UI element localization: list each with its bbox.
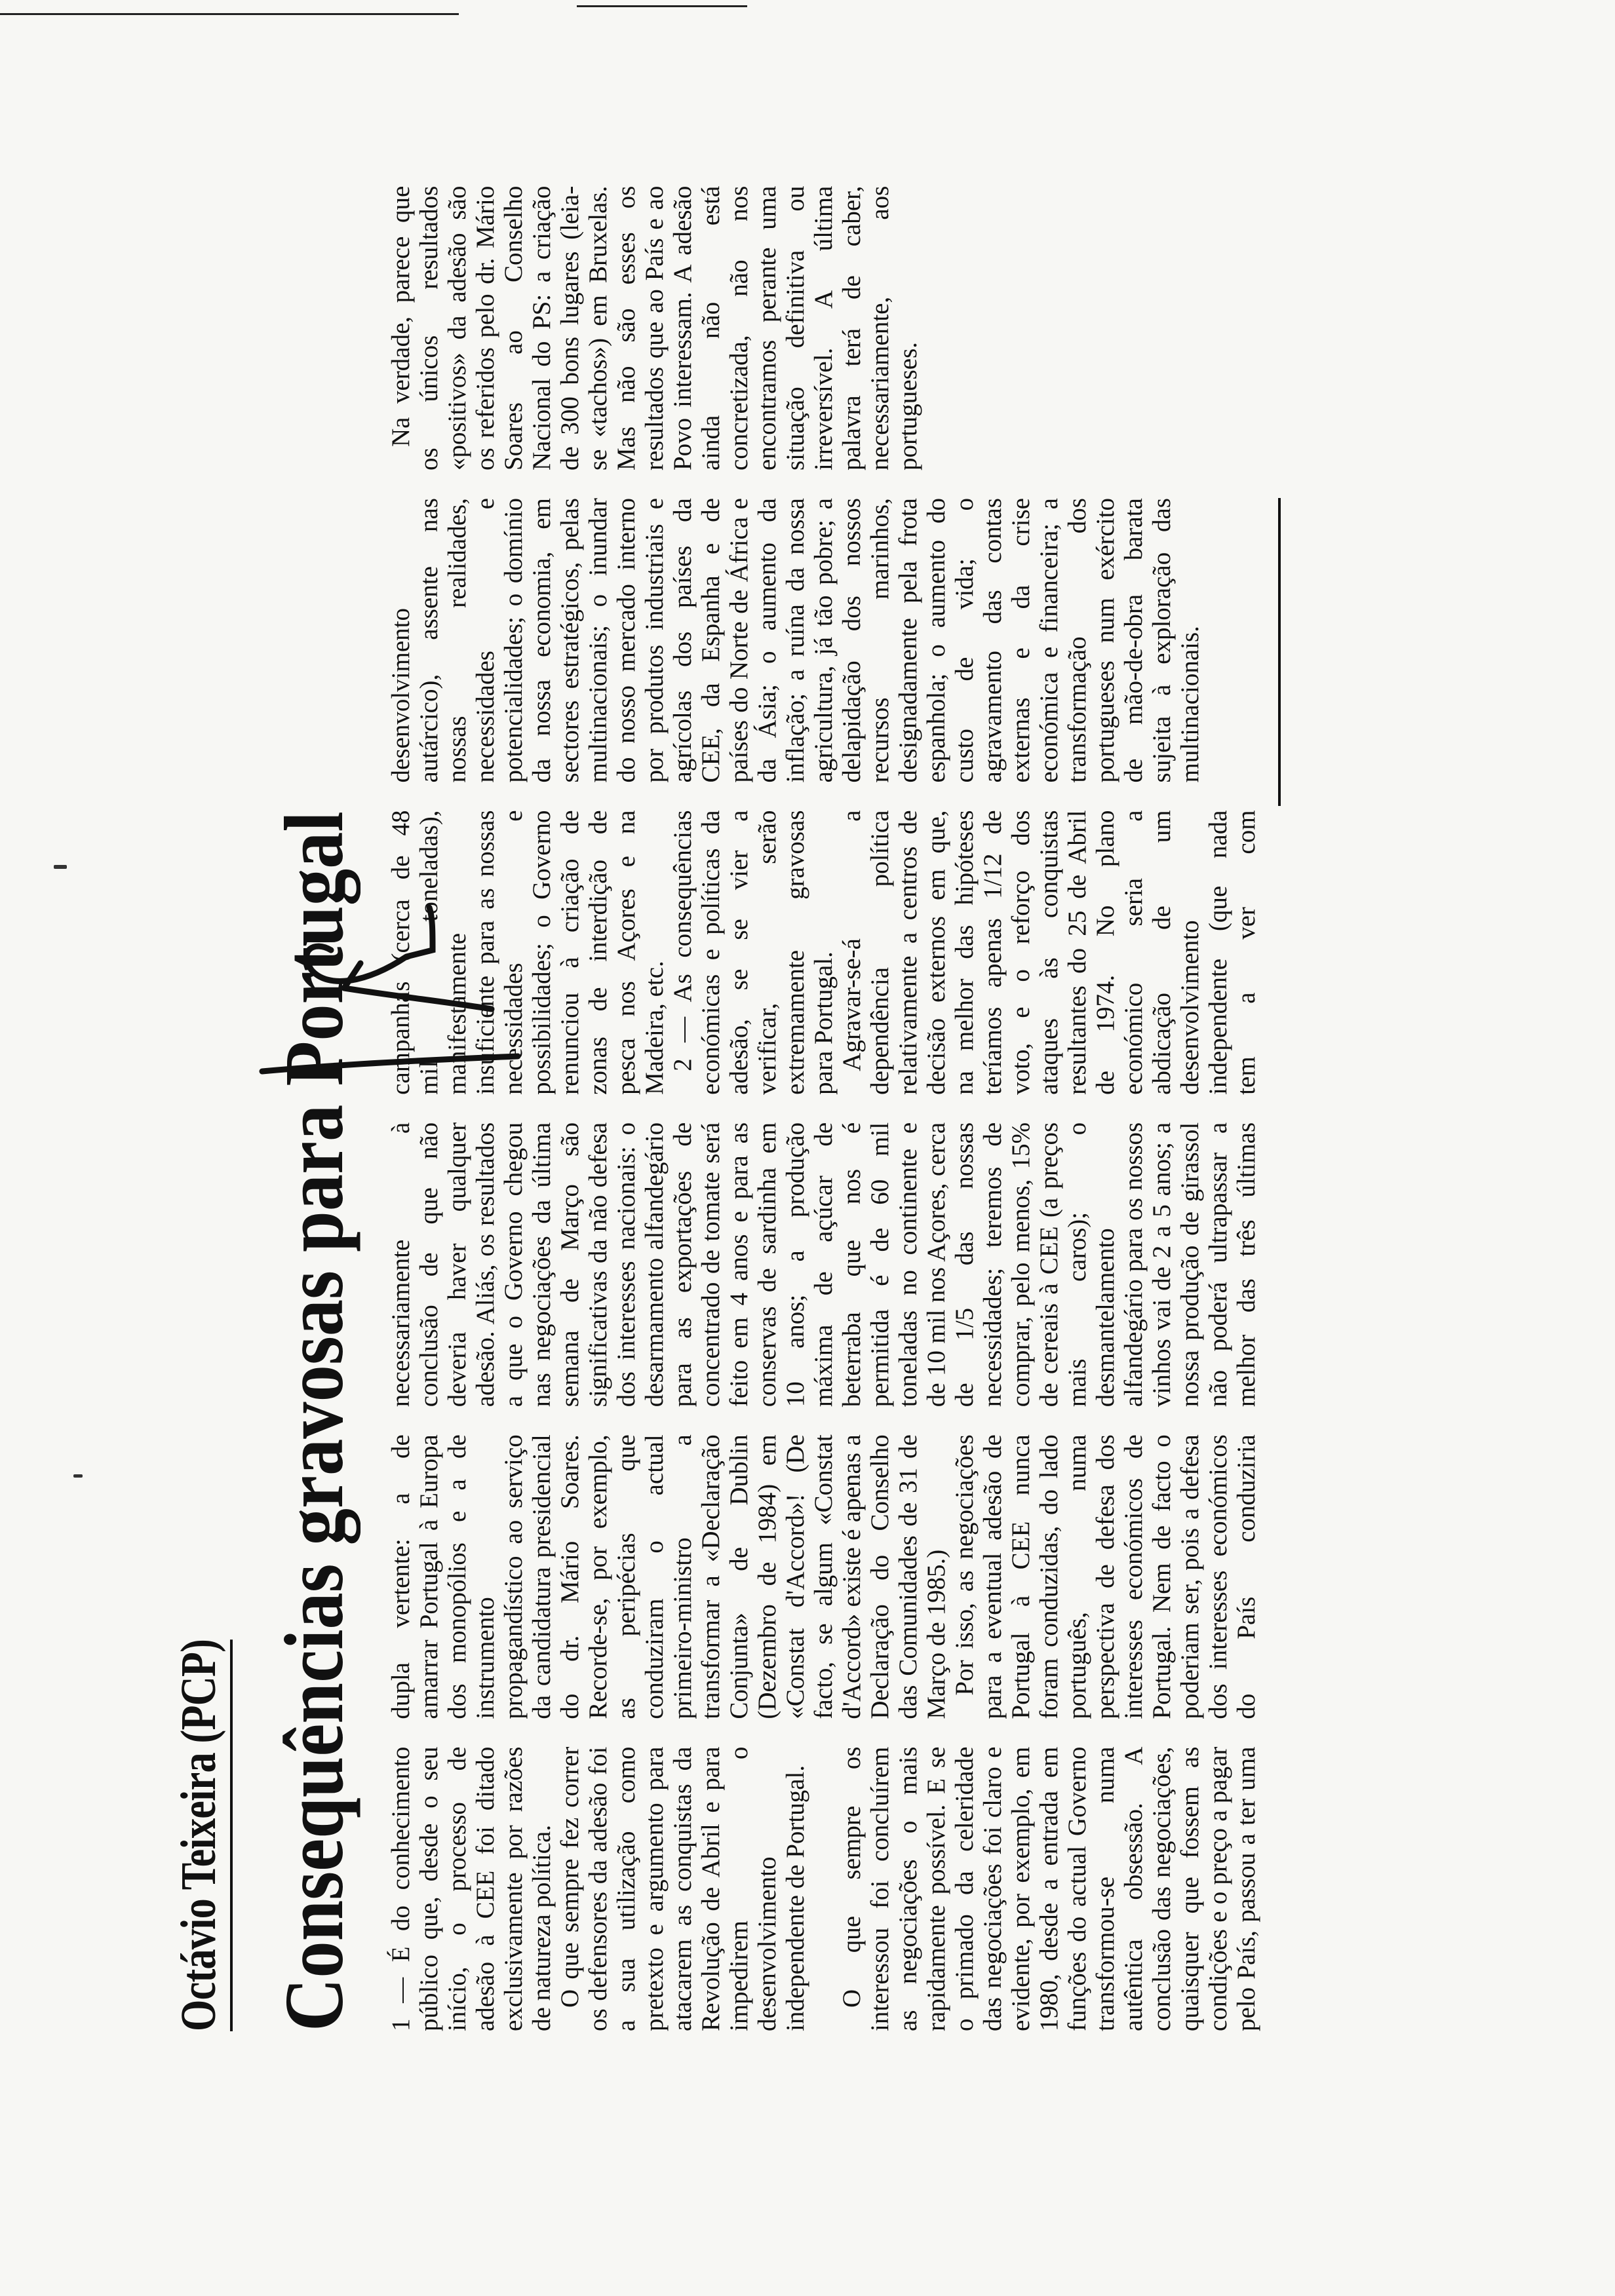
scan-speck: [73, 1474, 83, 1478]
article-body: [387, 185, 1278, 2031]
column-end-rule: [1278, 498, 1281, 806]
article-paragraph: O que sempre fez correr os defensores da adesão foi a sua utilização como pretexto e argumento para atacarem as conquistas da Revolução de Abril e para impedirem o desenvolvimento independente de Portugal.: [556, 1746, 809, 2031]
article-paragraph: 1 — É do conhecimento público que, desde o seu início, o processo de adesão à CEE foi ditado exclusivamente por razões de natureza política.: [387, 1746, 556, 2031]
article-paragraph: Por isso, as negociações para a eventual adesão de Portugal à CEE nunca foram conduzidas, do lado português, numa perspectiva de defesa dos interesses económicos de Portugal. Nem de facto o poderiam ser, pois a defesa dos interesses económicos do País conduziria necessariamente à conclusão de que não deveria haver qualquer adesão. Aliás, os resultados a que o Governo chegou nas negociações da última semana de Março são significativas da não defesa dos interesses nacionais: o desarmamento alfandegário para as exportações de concentrado de tomate será feito em 4 anos e para as conservas de sardinha em 10 anos; a produção máxima de açúcar de beterraba que nos é permitida é de 60 mil toneladas no continente e de 10 mil nos Açores, cerca de 1/5 das nossas necessidades; teremos de comprar, pelo menos, 15% de cereais à CEE (a preços mais caros); o desmantelamento alfandegário para os nossos vinhos vai de 2 a 5 anos; a nossa produção de girassol não poderá ultrapassar a melhor das três últimas campanhas (cerca de 48 mil toneladas), manifestamente insuficiente para as nossas necessidades e possibilidades; o Governo renunciou à criação de zonas de interdição de pesca nos Açores e na Madeira, etc.: [387, 810, 1260, 1719]
article-paragraph: 2 — As consequências económicas e políticas da adesão, se se vier a verificar, serão extremamente gravosas para Portugal.: [669, 810, 838, 1095]
newspaper-clipping: [170, 185, 1298, 2031]
article-paragraph: Agravar-se-á a dependência política relativamente a centros de decisão externos em que, na melhor das hipóteses teríamos apenas 1/12 de voto, e o reforço dos ataques às conquistas resultantes do 25 de Abril de 1974. No plano económico seria a abdicação de um desenvolvimento independente (que nada tem a ver com desenvolvimento autárcico), assente nas nossas realidades, necessidades e potencialidades; o domínio da nossa economia, em sectores estratégicos, pelas multinacionais; o inundar do nosso mercado interno por produtos industriais e agrícolas dos países da CEE, da Espanha e de países do Norte de África e da Ásia; o aumento da inflação; a ruína da nossa agricultura, já tão pobre; a delapidação dos nossos recursos marinhos, designadamente pela frota espanhola; o aumento do custo de vida; o agravamento das contas externas e da crise económica e financeira; a transformação dos portugueses num exército de mão-de-obra barata sujeita à exploração das multinacionais.: [387, 498, 1260, 1095]
scan-edge-line: [577, 5, 747, 7]
article-paragraph: O que sempre os interessou foi concluírem as negociações o mais rapidamente possível. E se o primado da celeridade das negociações foi claro e evidente, por exemplo, em 1980, desde a entrada em funções do actual Governo transformou-se numa autêntica obsessão. A conclusão das negociações, quaisquer que fossem as condições e o preço a pagar pelo País, passou a ter uma dupla vertente: a de amarrar Portugal à Europa dos monopólios e a de instrumento propagandístico ao serviço da candidatura presidencial do dr. Mário Soares. Recorde-se, por exemplo, as peripécias que conduziram o actual primeiro-ministro a transformar a «Declaração Conjunta» de Dublin (Dezembro de 1984) em «Constat d'Accord»! (De facto, se algum «Constat d'Accord» existe é apenas a Declaração do Conselho das Comunidades de 31 de Março de 1985.): [387, 1434, 1260, 2031]
scan-edge-line: [0, 13, 459, 15]
article-headline: Consequências gravosas para Portugal: [267, 811, 360, 2031]
article-paragraph: Na verdade, parece que os únicos resultados «positivos» da adesão são os referidos pelo dr. Mário Soares ao Conselho Nacional do PS: a criação de 300 bons lugares (leia-se «tachos») em Bruxelas. Mas não são esses os resultados que ao País e ao Povo interessam. A adesão ainda não está concretizada, não nos encontramos perante uma situação definitiva ou irreversível. A última palavra terá de caber, necessariamente, aos portugueses.: [387, 185, 922, 471]
scan-speck: [54, 865, 67, 869]
article-byline: Octávio Teixeira (PCP): [170, 1639, 233, 2031]
